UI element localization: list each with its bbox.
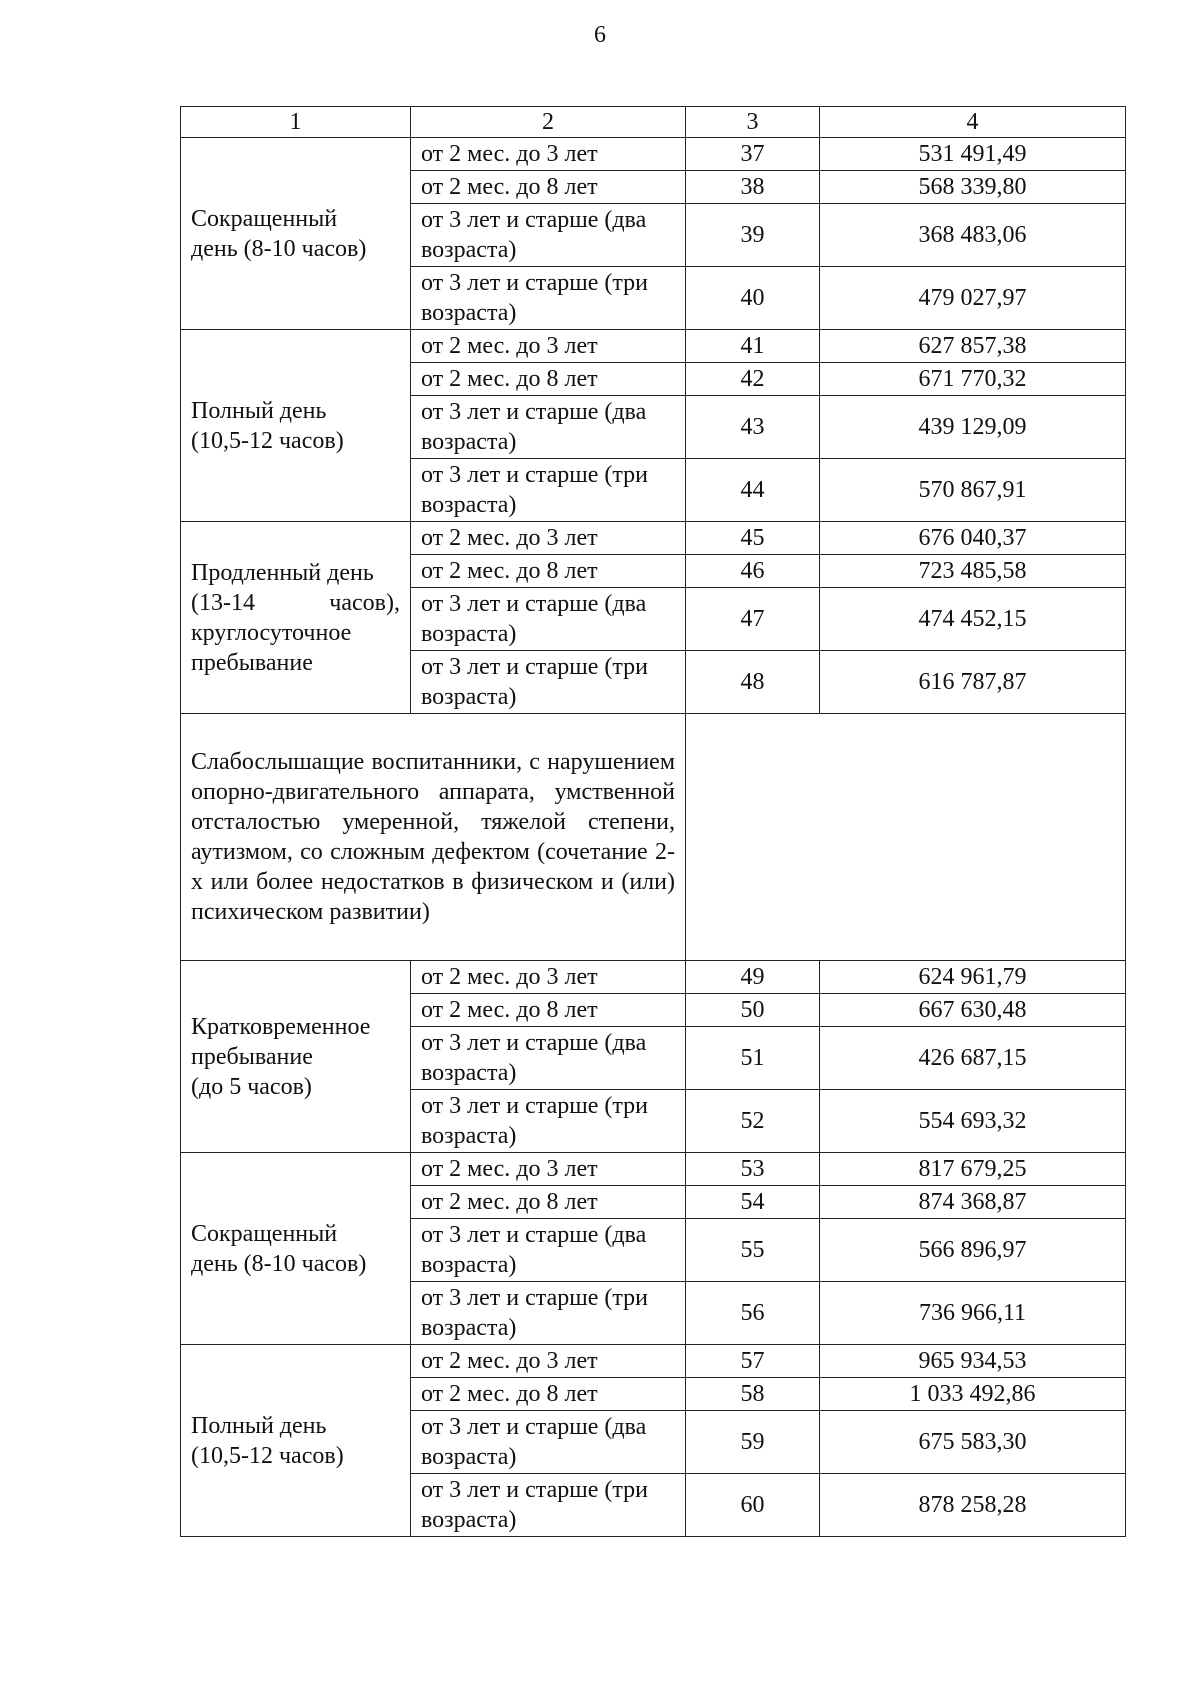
amount-cell: 616 787,87 xyxy=(820,651,1126,714)
age-cell: от 2 мес. до 8 лет xyxy=(411,171,686,204)
table-row xyxy=(181,1153,1126,1186)
age-cell: от 2 мес. до 3 лет xyxy=(411,1345,686,1378)
amount-cell: 965 934,53 xyxy=(820,1345,1126,1378)
number-cell: 48 xyxy=(686,651,820,714)
age-cell: от 3 лет и старше (два возраста) xyxy=(411,1411,686,1474)
age-cell: от 2 мес. до 8 лет xyxy=(411,994,686,1027)
age-cell: от 2 мес. до 3 лет xyxy=(411,1153,686,1186)
category-cell xyxy=(181,1345,411,1537)
number-cell: 58 xyxy=(686,1378,820,1411)
number-cell: 56 xyxy=(686,1282,820,1345)
section-note-blank xyxy=(686,714,1126,961)
category-line: круглосуточное xyxy=(191,619,352,646)
amount-cell: 368 483,06 xyxy=(820,204,1126,267)
number-cell: 41 xyxy=(686,330,820,363)
section-note: Слабослышащие воспитанники, с нарушением опорно-двигательного аппарата, умственной отсталостью умеренной, тяжелой степени, аутизмом, со сложным дефектом (сочетание 2-х или более недостатков в физическом и (или) психическом развитии) xyxy=(181,714,686,961)
table-row xyxy=(181,138,1126,171)
number-cell: 38 xyxy=(686,171,820,204)
header-cell: 4 xyxy=(820,107,1126,138)
number-cell: 50 xyxy=(686,994,820,1027)
number-cell: 44 xyxy=(686,459,820,522)
header-cell: 2 xyxy=(411,107,686,138)
header-cell: 3 xyxy=(686,107,820,138)
age-cell: от 3 лет и старше (три возраста) xyxy=(411,267,686,330)
number-cell: 37 xyxy=(686,138,820,171)
section-note-row xyxy=(181,714,1126,961)
age-cell: от 3 лет и старше (три возраста) xyxy=(411,1474,686,1537)
category-cell xyxy=(181,138,411,330)
amount-cell: 568 339,80 xyxy=(820,171,1126,204)
category-cell xyxy=(181,961,411,1153)
amount-cell: 566 896,97 xyxy=(820,1219,1126,1282)
amount-cell: 554 693,32 xyxy=(820,1090,1126,1153)
cost-table xyxy=(180,106,1126,1537)
category-line: Сокращенный xyxy=(191,205,338,232)
category-cell xyxy=(181,330,411,522)
age-cell: от 3 лет и старше (два возраста) xyxy=(411,1219,686,1282)
header-cell: 1 xyxy=(181,107,411,138)
category-line: (10,5-12 часов) xyxy=(191,427,344,454)
amount-cell: 624 961,79 xyxy=(820,961,1126,994)
category-line: пребывание xyxy=(191,649,313,676)
amount-cell: 675 583,30 xyxy=(820,1411,1126,1474)
age-cell: от 3 лет и старше (три возраста) xyxy=(411,1090,686,1153)
number-cell: 55 xyxy=(686,1219,820,1282)
age-cell: от 3 лет и старше (два возраста) xyxy=(411,588,686,651)
number-cell: 60 xyxy=(686,1474,820,1537)
category-line: (13-14 часов), xyxy=(191,589,400,616)
age-cell: от 2 мес. до 8 лет xyxy=(411,363,686,396)
amount-cell: 474 452,15 xyxy=(820,588,1126,651)
number-cell: 54 xyxy=(686,1186,820,1219)
category-line: (10,5-12 часов) xyxy=(191,1442,344,1469)
age-cell: от 3 лет и старше (два возраста) xyxy=(411,396,686,459)
number-cell: 53 xyxy=(686,1153,820,1186)
age-cell: от 3 лет и старше (три возраста) xyxy=(411,651,686,714)
number-cell: 59 xyxy=(686,1411,820,1474)
category-line: Продленный день xyxy=(191,559,374,586)
amount-cell: 1 033 492,86 xyxy=(820,1378,1126,1411)
category-line: Полный день xyxy=(191,1412,327,1439)
age-cell: от 2 мес. до 3 лет xyxy=(411,330,686,363)
amount-cell: 723 485,58 xyxy=(820,555,1126,588)
number-cell: 51 xyxy=(686,1027,820,1090)
category-line: Сокращенный xyxy=(191,1220,338,1247)
number-cell: 45 xyxy=(686,522,820,555)
age-cell: от 3 лет и старше (три возраста) xyxy=(411,1282,686,1345)
amount-cell: 676 040,37 xyxy=(820,522,1126,555)
number-cell: 52 xyxy=(686,1090,820,1153)
category-line: день (8-10 часов) xyxy=(191,235,367,262)
page-number: 6 xyxy=(594,22,606,48)
number-cell: 43 xyxy=(686,396,820,459)
age-cell: от 3 лет и старше (два возраста) xyxy=(411,204,686,267)
table-header-row xyxy=(181,107,1126,138)
amount-cell: 736 966,11 xyxy=(820,1282,1126,1345)
number-cell: 47 xyxy=(686,588,820,651)
age-cell: от 2 мес. до 8 лет xyxy=(411,1378,686,1411)
number-cell: 49 xyxy=(686,961,820,994)
table-row xyxy=(181,330,1126,363)
category-line: Полный день xyxy=(191,397,327,424)
number-cell: 40 xyxy=(686,267,820,330)
category-cell xyxy=(181,522,411,714)
number-cell: 57 xyxy=(686,1345,820,1378)
age-cell: от 2 мес. до 3 лет xyxy=(411,522,686,555)
amount-cell: 627 857,38 xyxy=(820,330,1126,363)
amount-cell: 479 027,97 xyxy=(820,267,1126,330)
number-cell: 39 xyxy=(686,204,820,267)
amount-cell: 671 770,32 xyxy=(820,363,1126,396)
table-row xyxy=(181,522,1126,555)
number-cell: 46 xyxy=(686,555,820,588)
number-cell: 42 xyxy=(686,363,820,396)
category-line: день (8-10 часов) xyxy=(191,1250,367,1277)
category-line: пребывание xyxy=(191,1043,313,1070)
age-cell: от 2 мес. до 8 лет xyxy=(411,1186,686,1219)
category-line: Кратковременное xyxy=(191,1013,371,1040)
amount-cell: 874 368,87 xyxy=(820,1186,1126,1219)
age-cell: от 2 мес. до 3 лет xyxy=(411,138,686,171)
table-row xyxy=(181,1345,1126,1378)
amount-cell: 570 867,91 xyxy=(820,459,1126,522)
amount-cell: 439 129,09 xyxy=(820,396,1126,459)
table-row xyxy=(181,961,1126,994)
age-cell: от 3 лет и старше (три возраста) xyxy=(411,459,686,522)
age-cell: от 3 лет и старше (два возраста) xyxy=(411,1027,686,1090)
amount-cell: 531 491,49 xyxy=(820,138,1126,171)
age-cell: от 2 мес. до 3 лет xyxy=(411,961,686,994)
amount-cell: 817 679,25 xyxy=(820,1153,1126,1186)
category-line: (до 5 часов) xyxy=(191,1073,312,1100)
amount-cell: 426 687,15 xyxy=(820,1027,1126,1090)
age-cell: от 2 мес. до 8 лет xyxy=(411,555,686,588)
amount-cell: 667 630,48 xyxy=(820,994,1126,1027)
category-cell xyxy=(181,1153,411,1345)
amount-cell: 878 258,28 xyxy=(820,1474,1126,1537)
